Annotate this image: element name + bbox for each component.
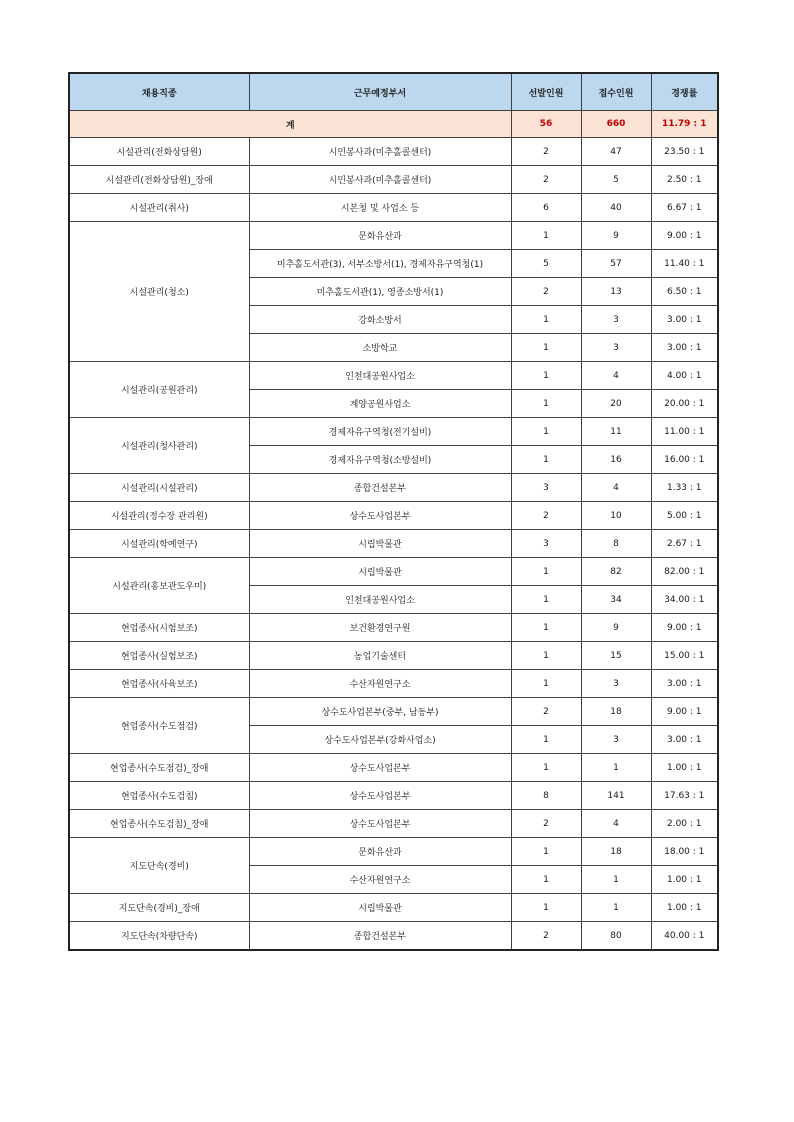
- dept-cell: 종합건설본부: [249, 922, 511, 951]
- table-row: [69, 810, 718, 838]
- selected-cell: 1: [511, 726, 581, 754]
- applied-cell: 3: [581, 670, 651, 698]
- rate-cell: 17.63 : 1: [651, 782, 718, 810]
- job-cell: 현업종사(시험보조): [69, 614, 249, 642]
- selected-cell: 1: [511, 558, 581, 586]
- applied-cell: 3: [581, 726, 651, 754]
- job-cell: 시설관리(취사): [69, 194, 249, 222]
- rate-cell: 11.40 : 1: [651, 250, 718, 278]
- rate-cell: 2.50 : 1: [651, 166, 718, 194]
- selected-cell: 6: [511, 194, 581, 222]
- selected-cell: 1: [511, 754, 581, 782]
- dept-cell: 수산자원연구소: [249, 866, 511, 894]
- job-cell: 시설관리(시설관리): [69, 474, 249, 502]
- dept-cell: 시립박물관: [249, 530, 511, 558]
- applied-cell: 20: [581, 390, 651, 418]
- job-cell: 시설관리(홍보관도우미): [69, 558, 249, 614]
- selected-cell: 1: [511, 418, 581, 446]
- job-cell: 현업종사(수도점검): [69, 698, 249, 754]
- table-row: [69, 754, 718, 782]
- job-cell: 시설관리(정수장 관리원): [69, 502, 249, 530]
- selected-cell: 1: [511, 362, 581, 390]
- table-row: [69, 838, 718, 866]
- dept-cell: 미추홀도서관(1), 영종소방서(1): [249, 278, 511, 306]
- job-cell: 현업종사(사육보조): [69, 670, 249, 698]
- header-row: [69, 73, 718, 111]
- rate-cell: 3.00 : 1: [651, 334, 718, 362]
- table-row: [69, 194, 718, 222]
- selected-cell: 1: [511, 838, 581, 866]
- dept-cell: 농업기술센터: [249, 642, 511, 670]
- dept-cell: 상수도사업본부: [249, 810, 511, 838]
- applied-cell: 4: [581, 474, 651, 502]
- applied-cell: 1: [581, 754, 651, 782]
- rate-cell: 34.00 : 1: [651, 586, 718, 614]
- applied-cell: 80: [581, 922, 651, 951]
- dept-cell: 상수도사업본부(중부, 남동부): [249, 698, 511, 726]
- header-rate: 경쟁률: [651, 73, 718, 111]
- selected-cell: 1: [511, 334, 581, 362]
- job-cell: 현업종사(수도점검)_장애: [69, 754, 249, 782]
- applied-cell: 1: [581, 894, 651, 922]
- dept-cell: 계양공원사업소: [249, 390, 511, 418]
- rate-cell: 1.00 : 1: [651, 894, 718, 922]
- dept-cell: 수산자원연구소: [249, 670, 511, 698]
- selected-cell: 3: [511, 474, 581, 502]
- table-row: [69, 558, 718, 586]
- table-row: [69, 642, 718, 670]
- header-applied: 접수인원: [581, 73, 651, 111]
- rate-cell: 6.67 : 1: [651, 194, 718, 222]
- rate-cell: 15.00 : 1: [651, 642, 718, 670]
- dept-cell: 인천대공원사업소: [249, 586, 511, 614]
- table-row: [69, 138, 718, 166]
- applied-cell: 4: [581, 810, 651, 838]
- dept-cell: 시본청 및 사업소 등: [249, 194, 511, 222]
- selected-cell: 2: [511, 698, 581, 726]
- selected-cell: 2: [511, 166, 581, 194]
- dept-cell: 인천대공원사업소: [249, 362, 511, 390]
- rate-cell: 3.00 : 1: [651, 670, 718, 698]
- selected-cell: 2: [511, 138, 581, 166]
- table-row: [69, 362, 718, 390]
- applied-cell: 3: [581, 334, 651, 362]
- dept-cell: 상수도사업본부(강화사업소): [249, 726, 511, 754]
- rate-cell: 3.00 : 1: [651, 306, 718, 334]
- rate-cell: 18.00 : 1: [651, 838, 718, 866]
- job-cell: 시설관리(청소): [69, 222, 249, 362]
- dept-cell: 문화유산과: [249, 222, 511, 250]
- applied-cell: 57: [581, 250, 651, 278]
- rate-cell: 2.67 : 1: [651, 530, 718, 558]
- total-applied: 660: [581, 111, 651, 138]
- table-row: [69, 670, 718, 698]
- table-row: [69, 614, 718, 642]
- applied-cell: 3: [581, 306, 651, 334]
- selected-cell: 2: [511, 278, 581, 306]
- applied-cell: 15: [581, 642, 651, 670]
- selected-cell: 2: [511, 810, 581, 838]
- applied-cell: 47: [581, 138, 651, 166]
- rate-cell: 1.33 : 1: [651, 474, 718, 502]
- rate-cell: 6.50 : 1: [651, 278, 718, 306]
- job-cell: 시설관리(전화상담원): [69, 138, 249, 166]
- applied-cell: 40: [581, 194, 651, 222]
- dept-cell: 상수도사업본부: [249, 502, 511, 530]
- selected-cell: 1: [511, 670, 581, 698]
- selected-cell: 5: [511, 250, 581, 278]
- dept-cell: 미추홀도서관(3), 서부소방서(1), 경제자유구역청(1): [249, 250, 511, 278]
- applied-cell: 8: [581, 530, 651, 558]
- rate-cell: 9.00 : 1: [651, 222, 718, 250]
- applied-cell: 18: [581, 698, 651, 726]
- job-cell: 지도단속(경비): [69, 838, 249, 894]
- rate-cell: 1.00 : 1: [651, 754, 718, 782]
- dept-cell: 종합건설본부: [249, 474, 511, 502]
- selected-cell: 1: [511, 446, 581, 474]
- job-cell: 현업종사(실험보조): [69, 642, 249, 670]
- applied-cell: 16: [581, 446, 651, 474]
- dept-cell: 문화유산과: [249, 838, 511, 866]
- table-row: [69, 698, 718, 726]
- rate-cell: 9.00 : 1: [651, 614, 718, 642]
- applied-cell: 34: [581, 586, 651, 614]
- selected-cell: 2: [511, 502, 581, 530]
- applied-cell: 4: [581, 362, 651, 390]
- rate-cell: 11.00 : 1: [651, 418, 718, 446]
- rate-cell: 40.00 : 1: [651, 922, 718, 951]
- job-cell: 현업종사(수도검침): [69, 782, 249, 810]
- selected-cell: 2: [511, 922, 581, 951]
- dept-cell: 경제자유구역청(소방설비): [249, 446, 511, 474]
- table-row: [69, 502, 718, 530]
- dept-cell: 상수도사업본부: [249, 782, 511, 810]
- job-cell: 지도단속(경비)_장애: [69, 894, 249, 922]
- header-selected: 선발인원: [511, 73, 581, 111]
- rate-cell: 3.00 : 1: [651, 726, 718, 754]
- table-row: [69, 418, 718, 446]
- selected-cell: 1: [511, 222, 581, 250]
- applied-cell: 9: [581, 222, 651, 250]
- header-dept: 근무예정부서: [249, 73, 511, 111]
- dept-cell: 소방학교: [249, 334, 511, 362]
- selected-cell: 1: [511, 586, 581, 614]
- rate-cell: 4.00 : 1: [651, 362, 718, 390]
- job-cell: 시설관리(전화상담원)_장애: [69, 166, 249, 194]
- job-cell: 시설관리(공원관리): [69, 362, 249, 418]
- selected-cell: 1: [511, 866, 581, 894]
- rate-cell: 16.00 : 1: [651, 446, 718, 474]
- total-selected: 56: [511, 111, 581, 138]
- dept-cell: 강화소방서: [249, 306, 511, 334]
- table-row: [69, 166, 718, 194]
- applied-cell: 10: [581, 502, 651, 530]
- rate-cell: 1.00 : 1: [651, 866, 718, 894]
- job-cell: 현업종사(수도검침)_장애: [69, 810, 249, 838]
- table-row: [69, 222, 718, 250]
- selected-cell: 1: [511, 894, 581, 922]
- table-row: [69, 530, 718, 558]
- job-cell: 시설관리(청사관리): [69, 418, 249, 474]
- rate-cell: 23.50 : 1: [651, 138, 718, 166]
- selected-cell: 8: [511, 782, 581, 810]
- rate-cell: 20.00 : 1: [651, 390, 718, 418]
- dept-cell: 시립박물관: [249, 558, 511, 586]
- dept-cell: 시민봉사과(미추홀콜센터): [249, 166, 511, 194]
- dept-cell: 경제자유구역청(전기설비): [249, 418, 511, 446]
- applied-cell: 82: [581, 558, 651, 586]
- table-row: [69, 894, 718, 922]
- applied-cell: 13: [581, 278, 651, 306]
- applied-cell: 18: [581, 838, 651, 866]
- job-cell: 시설관리(학예연구): [69, 530, 249, 558]
- header-job: 채용직종: [69, 73, 249, 111]
- table-row: [69, 474, 718, 502]
- rate-cell: 9.00 : 1: [651, 698, 718, 726]
- dept-cell: 시민봉사과(미추홀콜센터): [249, 138, 511, 166]
- table-row: [69, 922, 718, 951]
- rate-cell: 82.00 : 1: [651, 558, 718, 586]
- applied-cell: 141: [581, 782, 651, 810]
- total-row: [69, 111, 718, 138]
- applied-cell: 11: [581, 418, 651, 446]
- total-label: 계: [69, 111, 511, 138]
- applied-cell: 9: [581, 614, 651, 642]
- rate-cell: 2.00 : 1: [651, 810, 718, 838]
- table-row: [69, 782, 718, 810]
- rate-cell: 5.00 : 1: [651, 502, 718, 530]
- selected-cell: 1: [511, 390, 581, 418]
- job-cell: 지도단속(차량단속): [69, 922, 249, 951]
- dept-cell: 상수도사업본부: [249, 754, 511, 782]
- applied-cell: 1: [581, 866, 651, 894]
- total-rate: 11.79 : 1: [651, 111, 718, 138]
- selected-cell: 1: [511, 642, 581, 670]
- recruitment-table: [68, 72, 719, 951]
- dept-cell: 시립박물관: [249, 894, 511, 922]
- applied-cell: 5: [581, 166, 651, 194]
- selected-cell: 1: [511, 614, 581, 642]
- selected-cell: 3: [511, 530, 581, 558]
- dept-cell: 보건환경연구원: [249, 614, 511, 642]
- selected-cell: 1: [511, 306, 581, 334]
